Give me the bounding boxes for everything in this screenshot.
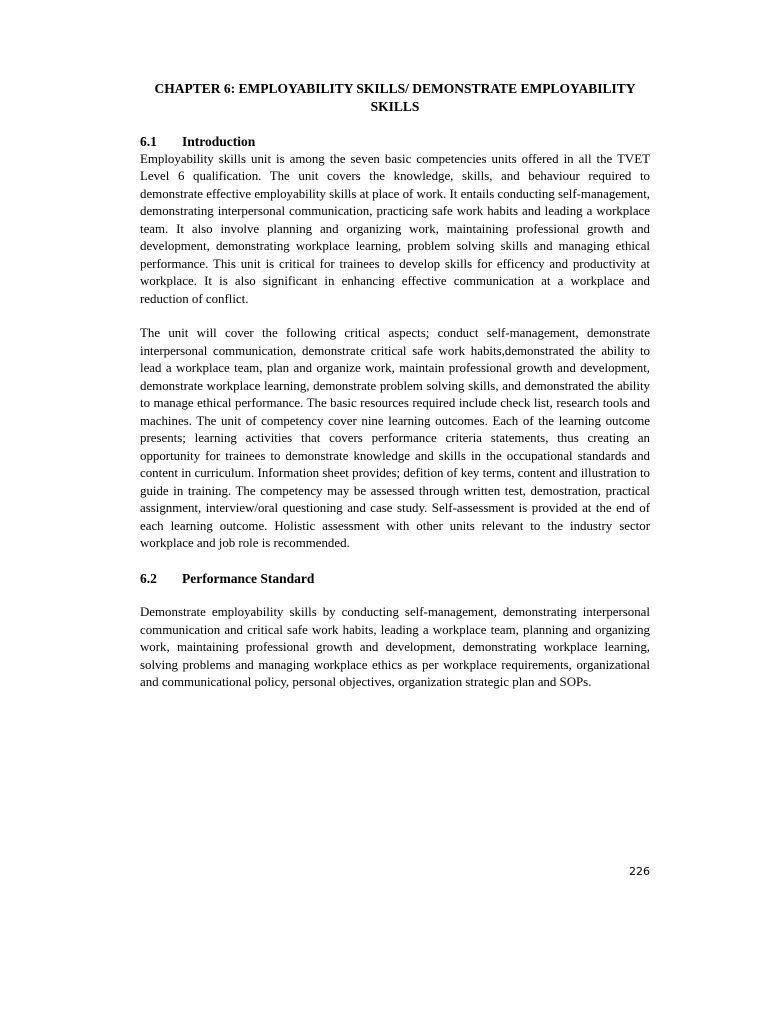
introduction-paragraph-1: Employability skills unit is among the seven basic competencies units offered in all the TVET Level 6 qualification. The unit covers the knowledge, skills, and behaviour required to demonstrate effective employability skills at place of work. It entails conducting self-management, demonstrating interpersonal communication, practicing safe work habits and leading a workplace team. It also involve planning and organizing work, maintaining professional growth and development, demonstrating workplace learning, problem solving skills and managing ethical performance. This unit is critical for trainees to develop skills for efficency and productivity at workplace. It is also significant in enhancing effective communication at a workplace and reduction of conflict. <box>140 151 650 306</box>
chapter-title: CHAPTER 6: EMPLOYABILITY SKILLS/ DEMONSTRATE EMPLOYABILITY SKILLS <box>154 81 636 114</box>
section-heading-performance-standard <box>140 570 650 588</box>
introduction-paragraph-2: The unit will cover the following critical aspects; conduct self-management, demonstrate interpersonal communication, demonstrate critical safe work habits,demonstrated the ability to lead a workplace team, plan and organize work, maintain professional growth and development, demonstrate workplace learning, demonstrate problem solving skills, and demonstrated the ability to manage ethical performance. The basic resources required include check list, research tools and machines. The unit of competency cover nine learning outcomes. Each of the learning outcome presents; learning activities that covers performance criteria statements, thus creating an opportunity for trainees to demonstrate knowledge and skills in the occupational standards and content in curriculum. Information sheet provides; defition of key terms, content and illustration to guide in training. The competency may be assessed through written test, demostration, practical assignment, interview/oral questioning and case study. Self-assessment is provided at the end of each learning outcome. Holistic assessment with other units relevant to the industry sector workplace and job role is recommended. <box>140 326 650 550</box>
performance-standard-paragraph: Demonstrate employability skills by conducting self-management, demonstrating interpersonal communication and critical safe work habits, leading a workplace team, planning and organizing work, maintaining professional growth and development, demonstrating workplace learning, solving problems and managing workplace ethics as per workplace requirements, organizational and communicational policy, personal objectives, organization strategic plan and SOPs. <box>140 605 650 689</box>
section-number: 6.1 <box>140 134 157 149</box>
document-page <box>140 80 650 692</box>
section-title: Performance Standard <box>182 570 315 586</box>
page-number: 226 <box>629 865 650 878</box>
section-heading-introduction <box>140 133 650 151</box>
section-title: Introduction <box>182 134 256 149</box>
section-number: 6.2 <box>140 570 157 586</box>
